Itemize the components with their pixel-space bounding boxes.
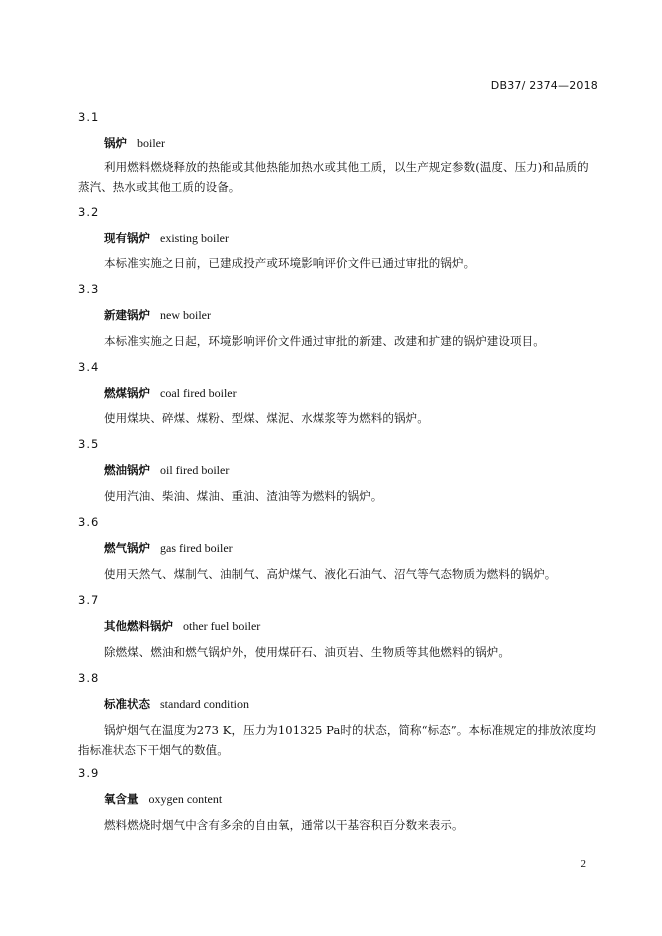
term-zh: 氧含量 xyxy=(104,792,139,806)
term-en: standard condition xyxy=(160,697,249,711)
term-zh: 现有锅炉 xyxy=(104,231,150,245)
definition-text: 使用汽油、柴油、煤油、重油、渣油等为燃料的锅炉。 xyxy=(104,489,383,503)
term-en: boiler xyxy=(137,136,165,150)
section-number: 3.4 xyxy=(78,360,100,374)
term-definition xyxy=(78,486,598,506)
term-en: gas fired boiler xyxy=(160,541,233,555)
term-definition xyxy=(78,157,598,197)
term-definition xyxy=(78,642,598,662)
term-zh: 燃油锅炉 xyxy=(104,463,150,477)
term-en: oil fired boiler xyxy=(160,463,230,477)
definition-text: 燃料燃烧时烟气中含有多余的自由氧，通常以干基容积百分数来表示。 xyxy=(104,818,464,832)
term-definition xyxy=(78,720,598,760)
definition-text: 本标准实施之日起，环境影响评价文件通过审批的新建、改建和扩建的锅炉建设项目。 xyxy=(104,334,545,348)
term-heading xyxy=(104,307,211,323)
term-definition xyxy=(78,408,598,428)
term-en: new boiler xyxy=(160,308,211,322)
term-zh: 标准状态 xyxy=(104,697,150,711)
definition-text: 利用燃料燃烧释放的热能或其他热能加热水或其他工质，以生产规定参数(温度、压力)和品质的蒸汽、热水或其他工质的设备。 xyxy=(78,160,589,194)
term-zh: 锅炉 xyxy=(104,136,127,150)
section-number: 3.7 xyxy=(78,593,100,607)
definition-text: 锅炉烟气在温度为273 K，压力为101325 Pa时的状态，简称“标态”。本标准规定的排放浓度均指标准状态下干烟气的数值。 xyxy=(78,723,596,757)
term-heading xyxy=(104,791,222,807)
page-number: 2 xyxy=(580,858,586,870)
term-heading xyxy=(104,230,229,246)
term-heading xyxy=(104,618,260,634)
section-number: 3.2 xyxy=(78,205,100,219)
term-en: coal fired boiler xyxy=(160,386,237,400)
term-definition xyxy=(78,815,598,835)
section-number: 3.8 xyxy=(78,671,100,685)
section-number: 3.1 xyxy=(78,110,100,124)
term-zh: 其他燃料锅炉 xyxy=(104,619,173,633)
definition-text: 本标准实施之日前，已建成投产或环境影响评价文件已通过审批的锅炉。 xyxy=(104,256,476,270)
term-heading xyxy=(104,135,165,151)
definition-text: 使用天然气、煤制气、油制气、高炉煤气、液化石油气、沼气等气态物质为燃料的锅炉。 xyxy=(104,567,557,581)
term-heading xyxy=(104,540,233,556)
section-number: 3.9 xyxy=(78,766,100,780)
term-en: oxygen content xyxy=(148,792,223,806)
section-number: 3.3 xyxy=(78,282,100,296)
standard-code-header: DB37/ 2374—2018 xyxy=(490,79,598,92)
term-definition xyxy=(78,331,598,351)
definition-text: 使用煤块、碎煤、煤粉、型煤、煤泥、水煤浆等为燃料的锅炉。 xyxy=(104,411,429,425)
section-number: 3.6 xyxy=(78,515,100,529)
term-zh: 燃气锅炉 xyxy=(104,541,150,555)
definition-text: 除燃煤、燃油和燃气锅炉外，使用煤矸石、油页岩、生物质等其他燃料的锅炉。 xyxy=(104,645,510,659)
term-en: other fuel boiler xyxy=(183,619,261,633)
term-zh: 燃煤锅炉 xyxy=(104,386,150,400)
term-heading xyxy=(104,385,237,401)
term-heading xyxy=(104,696,249,712)
term-definition xyxy=(78,564,598,584)
term-definition xyxy=(78,253,598,273)
term-heading xyxy=(104,462,229,478)
term-zh: 新建锅炉 xyxy=(104,308,150,322)
section-number: 3.5 xyxy=(78,437,100,451)
term-en: existing boiler xyxy=(160,231,229,245)
